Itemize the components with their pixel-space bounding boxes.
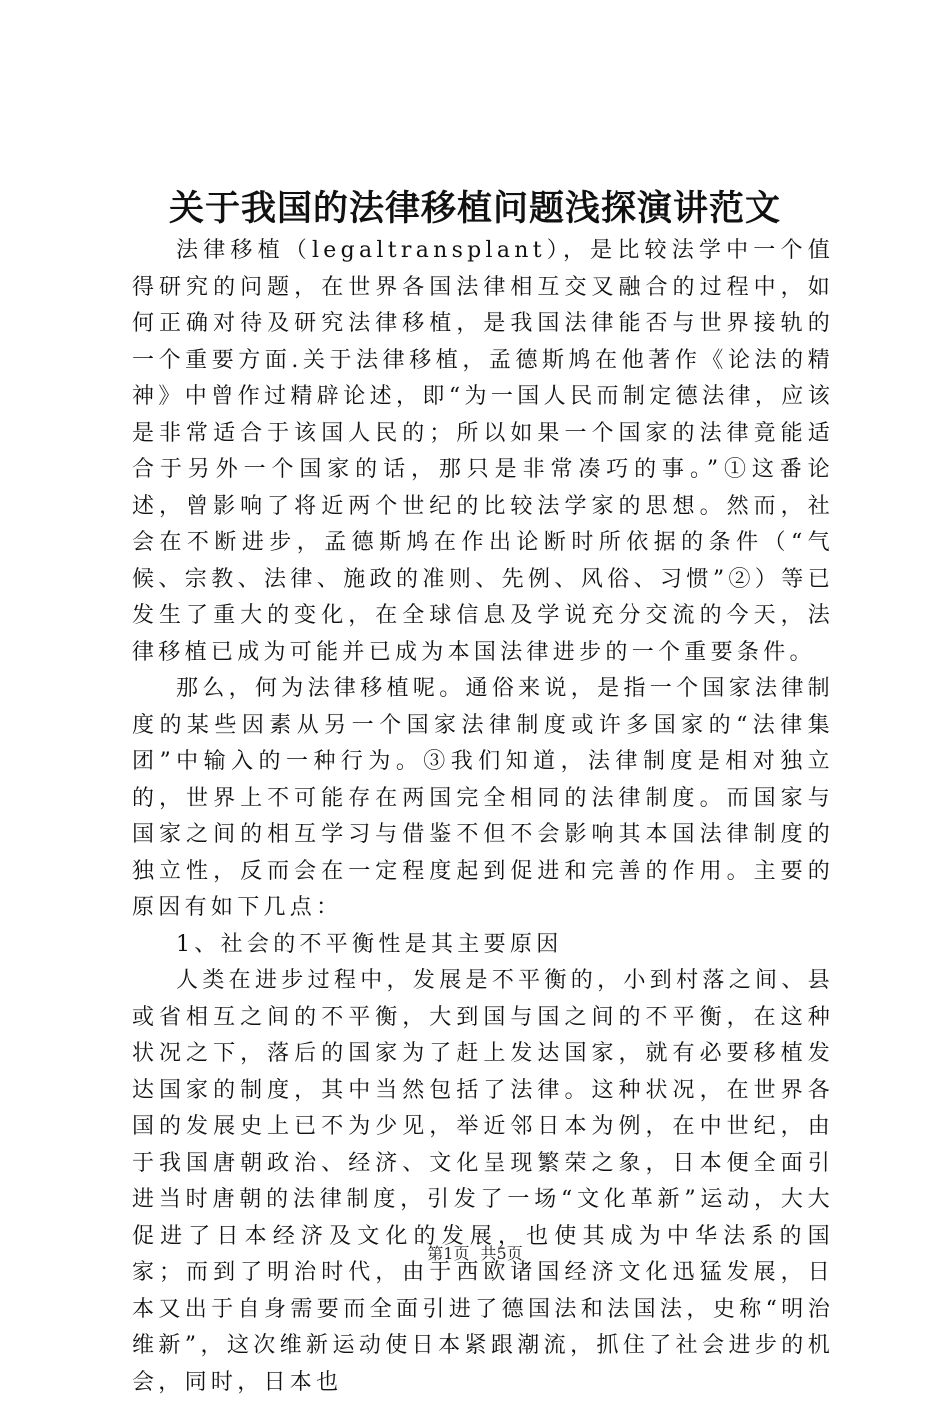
section-heading: 1、社会的不平衡性是其主要原因: [176, 931, 563, 957]
paragraph-definition: 那么，何为法律移植呢。通俗来说，是指一个国家法律制度的某些因素从另一个国家法律制度或许多国家的“法律集团”中输入的一种行为。③我们知道，法律制度是相对独立的，世界上不可能存在两国完全相同的法律制度。而国家与国家之间的相互学习与借鉴不但不会影响其本国法律制度的独立性，反而会在一定程度起到促进和完善的作用。主要的原因有如下几点：: [132, 676, 834, 920]
paragraph-intro: 法律移植（legaltransplant），是比较法学中一个值得研究的问题，在世界各国法律相互交叉融合的过程中，如何正确对待及研究法律移植，是我国法律能否与世界接轨的一个重要方面.关于法律移植，孟德斯鸠在他著作《论法的精神》中曾作过精辟论述，即“为一国人民而制定德法律，应该是非常适合于该国人民的；所以如果一个国家的法律竟能适合于另外一个国家的话，那只是非常凑巧的事。”①这番论述，曾影响了将近两个世纪的比较法学家的思想。然而，社会在不断进步，孟德斯鸠在作出论断时所依据的条件（“气候、宗教、法律、施政的准则、先例、风俗、习惯”②）等已发生了重大的变化，在全球信息及学说充分交流的今天，法律移植已成为可能并已成为本国法律进步的一个重要条件。: [132, 238, 834, 665]
document-title: 关于我国的法律移植问题浅探演讲范文: [168, 189, 781, 229]
page-number: 第1页: [427, 1244, 470, 1263]
page-footer: [0, 1242, 950, 1266]
paragraph-imbalance: 人类在进步过程中，发展是不平衡的，小到村落之间、县或省相互之间的不平衡，大到国与国之间的不平衡，在这种状况之下，落后的国家为了赶上发达国家，就有必要移植发达国家的制度，其中当然包括了法律。这种状况，在世界各国的发展史上已不为少见，举近邻日本为例，在中世纪，由于我国唐朝政治、经济、文化呈现繁荣之象，日本便全面引进当时唐朝的法律制度，引发了一场“文化革新”运动，大大促进了日本经济及文化的发展，也使其成为中华法系的国家；而到了明治时代，由于西欧诸国经济文化迅猛发展，日本又出于自身需要而全面引进了德国法和法国法，史称“明治维新”，这次维新运动使日本紧跟潮流，抓住了社会进步的机会，同时，日本也: [132, 968, 834, 1395]
page-total: 共5页: [480, 1244, 523, 1263]
document-body: [132, 233, 834, 1401]
